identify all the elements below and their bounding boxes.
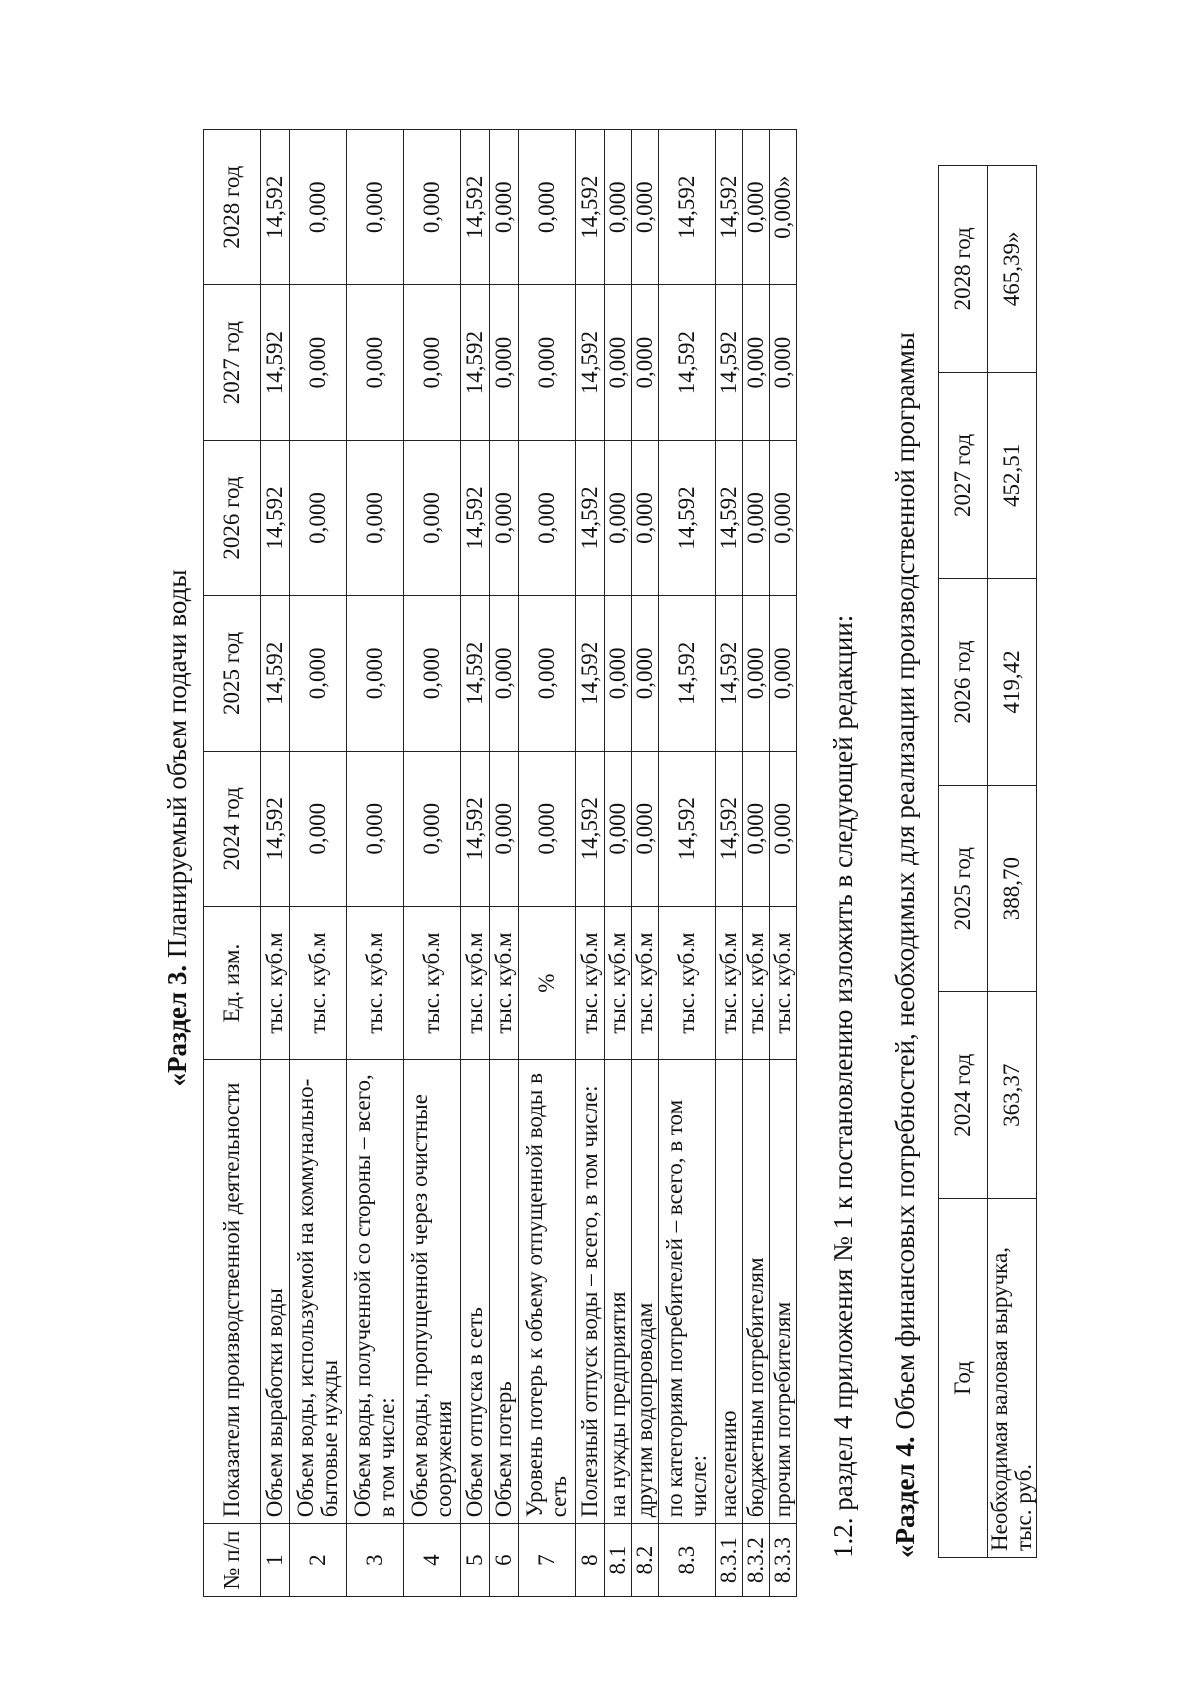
row-value-2026: 0,000	[347, 440, 404, 595]
row-value-2024: 0,000	[404, 751, 461, 906]
row-value-2024: 0,000	[770, 751, 797, 906]
row-indicator: Объем выработки воды	[261, 1060, 290, 1524]
row-value-2028: 0,000	[605, 130, 632, 285]
header-2028: 2028 год	[939, 166, 988, 373]
row-number: 5	[461, 1524, 490, 1597]
header-2025: 2025 год	[204, 596, 261, 751]
header-indicator: Показатели производственной деятельности	[204, 1060, 261, 1524]
row-value-2028: 0,000	[632, 130, 659, 285]
row-value-2026: 0,000	[605, 440, 632, 595]
row-value-2028: 0,000	[347, 130, 404, 285]
row-number: 8.3.2	[743, 1524, 770, 1597]
table-row	[632, 130, 659, 1597]
row-value-2024: 0,000	[519, 751, 576, 906]
table-row	[716, 130, 743, 1597]
row-unit: тыс. куб.м	[261, 906, 290, 1059]
row-value-2027: 14,592	[261, 285, 290, 440]
table-row	[461, 130, 490, 1597]
section3-title-rest: Планируемый объем подачи воды	[162, 569, 192, 965]
row-value-2026: 14,592	[576, 440, 605, 595]
row-indicator: Уровень потерь к объему отпущенной воды в сеть	[519, 1060, 576, 1524]
row-value-2025: 0,000	[290, 596, 347, 751]
row-indicator: Объем отпуска в сеть	[461, 1060, 490, 1524]
row-number: 8	[576, 1524, 605, 1597]
revenue-2025: 388,70	[988, 785, 1037, 992]
row-value-2024: 14,592	[261, 751, 290, 906]
row-value-2028: 14,592	[261, 130, 290, 285]
row-value-2027: 0,000	[490, 285, 519, 440]
row-unit: тыс. куб.м	[632, 906, 659, 1059]
table-row	[576, 130, 605, 1597]
row-value-2024: 0,000	[605, 751, 632, 906]
row-number: 2	[290, 1524, 347, 1597]
row-unit: тыс. куб.м	[576, 906, 605, 1059]
row-value-2025: 14,592	[659, 596, 716, 751]
row-value-2027: 14,592	[716, 285, 743, 440]
paragraph-1-2: 1.2. раздел 4 приложения № 1 к постановлению изложить в следующей редакции:	[828, 614, 858, 1558]
revenue-2026: 419,42	[988, 579, 1037, 786]
row-indicator: Полезный отпуск воды – всего, в том числе:	[576, 1060, 605, 1524]
row-indicator: на нужды предприятия	[605, 1060, 632, 1524]
row-value-2026: 0,000	[404, 440, 461, 595]
row-value-2028: 0,000	[519, 130, 576, 285]
row-unit: тыс. куб.м	[404, 906, 461, 1059]
section3-table	[203, 129, 797, 1597]
row-value-2025: 0,000	[632, 596, 659, 751]
section3-title-bold: «Раздел 3.	[162, 964, 192, 1087]
table-row	[659, 130, 716, 1597]
row-value-2026: 0,000	[632, 440, 659, 595]
table-row	[988, 166, 1037, 1558]
section4-table	[938, 165, 1037, 1558]
row-value-2024: 14,592	[461, 751, 490, 906]
row-value-2028: 0,000	[743, 130, 770, 285]
row-indicator: прочим потребителям	[770, 1060, 797, 1524]
header-2027: 2027 год	[204, 285, 261, 440]
row-value-2024: 0,000	[632, 751, 659, 906]
row-value-2024: 0,000	[743, 751, 770, 906]
row-value-2025: 14,592	[576, 596, 605, 751]
revenue-2024: 363,37	[988, 992, 1037, 1199]
header-unit: Ед. изм.	[204, 906, 261, 1059]
row-value-2025: 0,000	[743, 596, 770, 751]
row-value-2027: 14,592	[461, 285, 490, 440]
table-row	[290, 130, 347, 1597]
row-unit: тыс. куб.м	[461, 906, 490, 1059]
row-value-2028: 14,592	[576, 130, 605, 285]
row-number: 6	[490, 1524, 519, 1597]
row-value-2026: 14,592	[261, 440, 290, 595]
row-value-2025: 0,000	[605, 596, 632, 751]
row-value-2028: 0,000»	[770, 130, 797, 285]
header-2024: 2024 год	[939, 992, 988, 1199]
row-value-2028: 14,592	[659, 130, 716, 285]
table-row	[605, 130, 632, 1597]
header-2026: 2026 год	[939, 579, 988, 786]
row-value-2027: 14,592	[576, 285, 605, 440]
row-value-2024: 0,000	[290, 751, 347, 906]
header-num: № п/п	[204, 1524, 261, 1597]
row-value-2026: 14,592	[461, 440, 490, 595]
table-row	[404, 130, 461, 1597]
row-value-2025: 14,592	[461, 596, 490, 751]
row-value-2026: 0,000	[770, 440, 797, 595]
row-value-2027: 0,000	[605, 285, 632, 440]
header-2026: 2026 год	[204, 440, 261, 595]
table-row	[347, 130, 404, 1597]
row-value-2027: 0,000	[770, 285, 797, 440]
row-value-2027: 0,000	[347, 285, 404, 440]
row-value-2025: 0,000	[519, 596, 576, 751]
row-value-2024: 14,592	[576, 751, 605, 906]
row-unit: тыс. куб.м	[347, 906, 404, 1059]
row-number: 1	[261, 1524, 290, 1597]
row-indicator: бюджетным потребителям	[743, 1060, 770, 1524]
row-value-2027: 0,000	[743, 285, 770, 440]
row-unit: тыс. куб.м	[659, 906, 716, 1059]
row-unit: тыс. куб.м	[770, 906, 797, 1059]
table-row	[743, 130, 770, 1597]
row-value-2026: 14,592	[659, 440, 716, 595]
row-unit: тыс. куб.м	[490, 906, 519, 1059]
row-value-2026: 0,000	[519, 440, 576, 595]
row-value-2026: 14,592	[716, 440, 743, 595]
row-value-2026: 0,000	[490, 440, 519, 595]
row-value-2027: 14,592	[659, 285, 716, 440]
row-value-2024: 0,000	[347, 751, 404, 906]
row-value-2027: 0,000	[290, 285, 347, 440]
header-year: Год	[939, 1199, 988, 1558]
row-number: 8.2	[632, 1524, 659, 1597]
section3-table-body	[261, 130, 797, 1597]
row-number: 8.3	[659, 1524, 716, 1597]
row-unit: тыс. куб.м	[290, 906, 347, 1059]
row-indicator: Объем воды, пропущенной через очистные сооружения	[404, 1060, 461, 1524]
row-value-2028: 0,000	[290, 130, 347, 285]
row-indicator: Объем воды, используемой на коммунально-бытовые нужды	[290, 1060, 347, 1524]
row-number: 8.3.3	[770, 1524, 797, 1597]
row-value-2026: 0,000	[290, 440, 347, 595]
row-unit: %	[519, 906, 576, 1059]
row-indicator: населению	[716, 1060, 743, 1524]
row-value-2024: 14,592	[716, 751, 743, 906]
row-value-2028: 0,000	[490, 130, 519, 285]
row-number: 7	[519, 1524, 576, 1597]
header-2028: 2028 год	[204, 130, 261, 285]
revenue-2028: 465,39»	[988, 166, 1037, 373]
row-indicator: по категориям потребителей – всего, в том числе:	[659, 1060, 716, 1524]
section4-title-rest: Объем финансовых потребностей, необходимых для реализации производственной программы	[890, 332, 920, 1437]
table-row	[770, 130, 797, 1597]
row-value-2025: 0,000	[347, 596, 404, 751]
section4-title-bold: «Раздел 4.	[890, 1436, 920, 1558]
section4-title	[890, 332, 921, 1558]
row-value-2025: 14,592	[261, 596, 290, 751]
row-value-2025: 0,000	[770, 596, 797, 751]
section3-title	[162, 278, 193, 1378]
table-header-row	[939, 166, 988, 1558]
row-value-2025: 0,000	[404, 596, 461, 751]
row-number: 4	[404, 1524, 461, 1597]
row-value-2024: 0,000	[490, 751, 519, 906]
row-value-2025: 14,592	[716, 596, 743, 751]
row-unit: тыс. куб.м	[605, 906, 632, 1059]
row-unit: тыс. куб.м	[743, 906, 770, 1059]
row-indicator: Объем воды, полученной со стороны – всего, в том числе:	[347, 1060, 404, 1524]
row-value-2027: 0,000	[519, 285, 576, 440]
row-number: 3	[347, 1524, 404, 1597]
row-value-2027: 0,000	[632, 285, 659, 440]
header-2027: 2027 год	[939, 372, 988, 579]
table-header-row	[204, 130, 261, 1597]
header-2024: 2024 год	[204, 751, 261, 906]
row-value-2024: 14,592	[659, 751, 716, 906]
row-value-2027: 0,000	[404, 285, 461, 440]
row-value-2028: 14,592	[716, 130, 743, 285]
table-row	[261, 130, 290, 1597]
row-indicator: другим водопроводам	[632, 1060, 659, 1524]
row-number: 8.1	[605, 1524, 632, 1597]
row-value-2025: 0,000	[490, 596, 519, 751]
revenue-label: Необходимая валовая выручка, тыс. руб.	[988, 1199, 1037, 1558]
row-value-2026: 0,000	[743, 440, 770, 595]
table-row	[519, 130, 576, 1597]
table-row	[490, 130, 519, 1597]
row-unit: тыс. куб.м	[716, 906, 743, 1059]
row-indicator: Объем потерь	[490, 1060, 519, 1524]
row-value-2028: 14,592	[461, 130, 490, 285]
row-number: 8.3.1	[716, 1524, 743, 1597]
revenue-2027: 452,51	[988, 372, 1037, 579]
header-2025: 2025 год	[939, 785, 988, 992]
row-value-2028: 0,000	[404, 130, 461, 285]
